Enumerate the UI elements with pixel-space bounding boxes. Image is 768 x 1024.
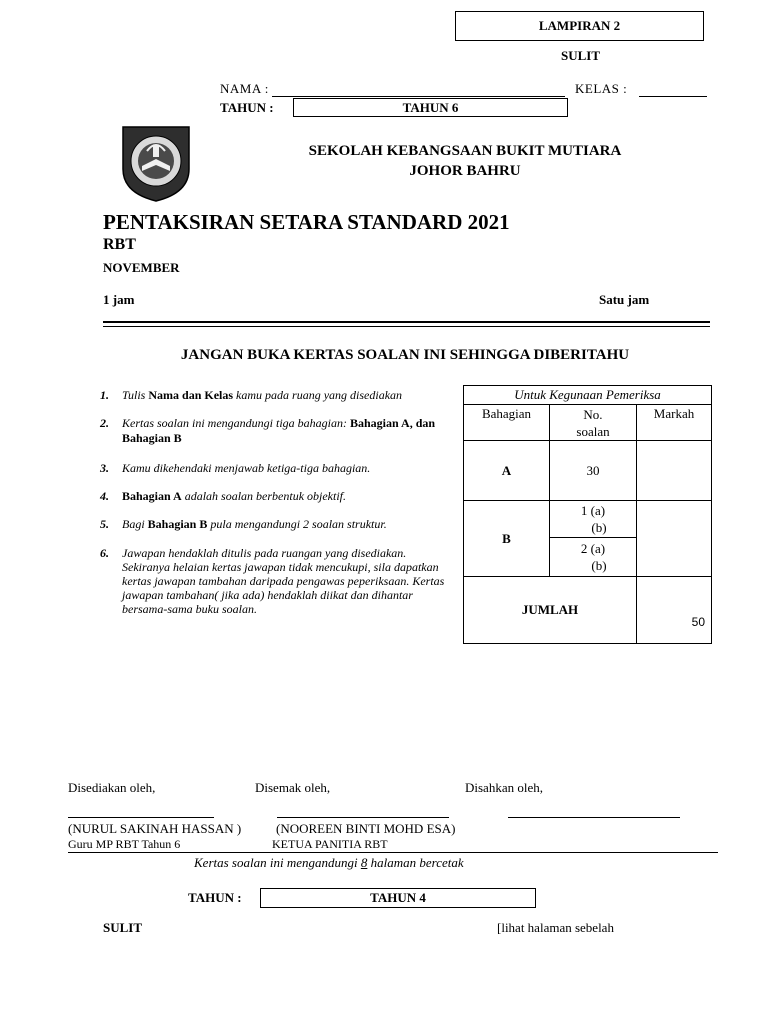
tahun-label: TAHUN : xyxy=(220,100,274,115)
school-name-line2: JOHOR BAHRU xyxy=(409,163,521,179)
checked-label: Disemak oleh, xyxy=(255,780,331,795)
footer-tahun-label: TAHUN : xyxy=(188,890,242,905)
next-page-note: [lihat halaman sebelah xyxy=(497,920,614,935)
jumlah-value: 50 xyxy=(637,577,712,644)
sulit-top: SULIT xyxy=(561,48,601,63)
lampiran-box xyxy=(455,11,704,41)
row-b-markah[interactable] xyxy=(637,501,712,577)
row-a-no: 30 xyxy=(550,441,637,501)
instruction-3: 3. Kamu dikehendaki menjawab ketiga-tiga bahagian. xyxy=(100,461,371,475)
checked-name: (NOOREEN BINTI MOHD ESA) xyxy=(276,821,456,836)
checked-role: KETUA PANITIA RBT xyxy=(272,837,388,851)
exam-month: NOVEMBER xyxy=(103,260,180,275)
footer-tahun-value: TAHUN 4 xyxy=(370,890,426,905)
row-a-markah[interactable] xyxy=(637,441,712,501)
prepared-signature-line xyxy=(68,817,214,818)
instruction-4: 4. Bahagian A adalah soalan berbentuk objektif. xyxy=(100,489,347,503)
nama-label: NAMA : xyxy=(220,81,269,96)
col-no-soalan: No. soalan xyxy=(550,405,637,441)
kelas-label: KELAS : xyxy=(575,81,628,96)
pages-note: Kertas soalan ini mengandungi 8 halaman bercetak xyxy=(194,855,464,870)
exam-title: PENTAKSIRAN SETARA STANDARD 2021 xyxy=(103,210,510,234)
school-name-line1: SEKOLAH KEBANGSAAN BUKIT MUTIARA xyxy=(308,143,622,159)
footer-tahun-box xyxy=(260,888,536,908)
approved-signature-line xyxy=(508,817,680,818)
jumlah-label: JUMLAH xyxy=(464,577,637,644)
col-bahagian: Bahagian xyxy=(464,405,550,441)
exam-subject: RBT xyxy=(103,236,136,253)
tahun-value: TAHUN 6 xyxy=(402,100,459,115)
school-logo xyxy=(117,121,195,203)
prepared-role: Guru MP RBT Tahun 6 xyxy=(68,837,181,851)
lampiran-label: LAMPIRAN 2 xyxy=(538,18,621,33)
row-b2-no: 2 (a) (b) xyxy=(550,538,637,577)
prepared-name: (NURUL SAKINAH HASSAN ) xyxy=(68,821,242,836)
sulit-bottom: SULIT xyxy=(103,920,143,935)
instruction-2: 2. Kertas soalan ini mengandungi tiga bahagian: Bahagian A, dan Bahagian B xyxy=(100,416,436,445)
footer-rule xyxy=(68,852,718,853)
kelas-field[interactable] xyxy=(639,96,707,97)
col-markah: Markah xyxy=(637,405,712,441)
prepared-label: Disediakan oleh, xyxy=(68,780,156,795)
examiner-table-title: Untuk Kegunaan Pemeriksa xyxy=(464,386,712,405)
examiner-table xyxy=(463,385,712,644)
instruction-1: 1. Tulis Nama dan Kelas kamu pada ruang yang disediakan xyxy=(100,388,403,402)
warning-text: JANGAN BUKA KERTAS SOALAN INI SEHINGGA DIBERITAHU xyxy=(180,347,630,363)
instruction-5: 5. Bagi Bahagian B pula mengandungi 2 soalan struktur. xyxy=(100,517,387,531)
duration-num: 1 jam xyxy=(103,292,135,307)
double-rule xyxy=(103,321,710,323)
nama-field[interactable] xyxy=(272,96,565,97)
approved-label: Disahkan oleh, xyxy=(465,780,543,795)
checked-signature-line xyxy=(277,817,449,818)
instruction-6: 6. Jawapan hendaklah ditulis pada ruangan yang disediakan. Sekiranya helaian kertas jawapan tidak mencukupi, sila dapatkan kertas jawapan tambahan daripada pengawas peperiksaan. Kertas jawapan tambahan( jika ada) hendaklah diikat dan dihantar bersama-sama buku soalan. xyxy=(100,546,445,616)
tahun-box xyxy=(293,98,568,117)
row-b-label: B xyxy=(464,501,550,577)
duration-word: Satu jam xyxy=(599,292,650,307)
double-rule-2 xyxy=(103,326,710,327)
row-b1-no: 1 (a) (b) xyxy=(550,501,637,538)
row-a-label: A xyxy=(464,441,550,501)
